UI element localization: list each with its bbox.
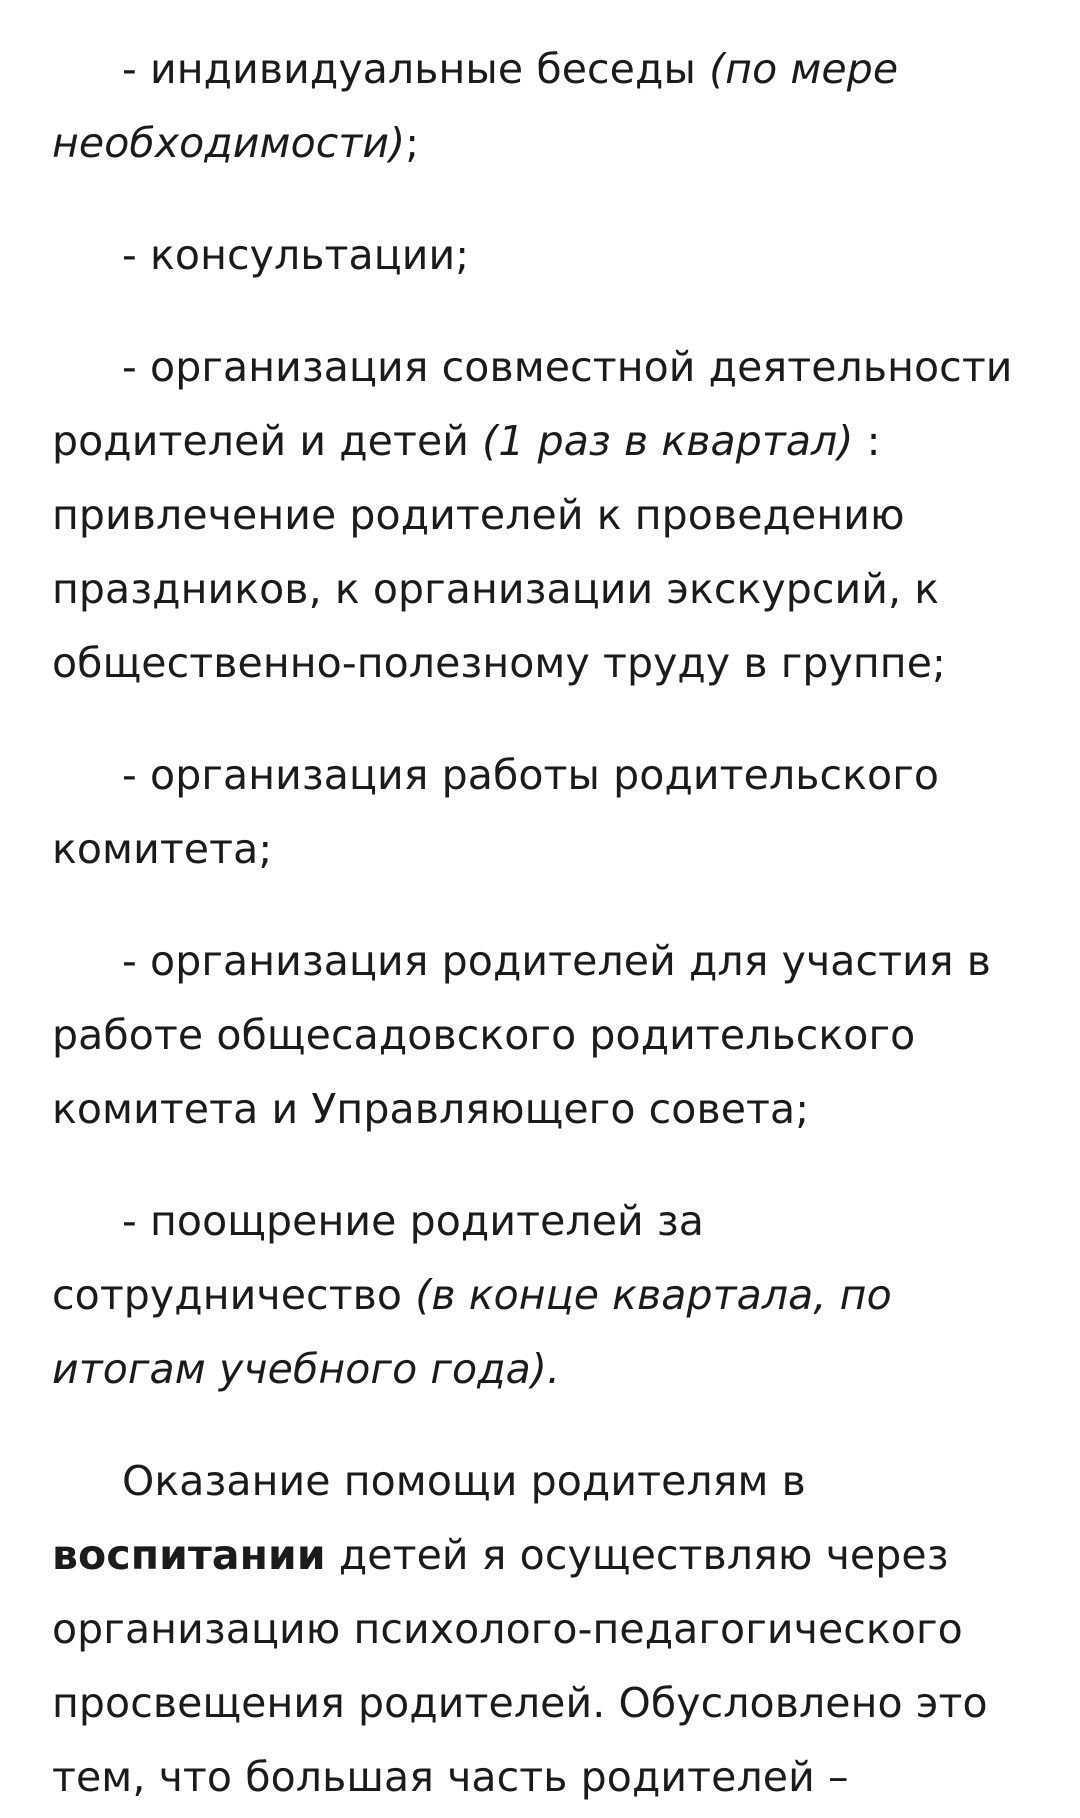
- paragraph-text: - организация работы родительского комитета;: [52, 751, 940, 873]
- paragraph-tail: : привлечение родителей к проведению праздников, к организации экскурсий, к общественно-полезному труду в группе;: [52, 417, 946, 687]
- paragraph-text: - организация родителей для участия в работе общесадовского родительского комитета и Управляющего совета;: [52, 937, 992, 1133]
- paragraph-governing-council: [52, 924, 1028, 1146]
- paragraph-joint-activity: [52, 330, 1028, 700]
- paragraph-individual-talks: [52, 32, 1028, 180]
- paragraph-text: - организация совместной деятельности родителей и детей: [52, 343, 1013, 465]
- paragraph-tail: детей я осуществляю через организацию психолого-педагогического просвещения родителей. Обусловлено это тем, что большая часть родителей –: [52, 1531, 988, 1801]
- paragraph-encouragement: [52, 1184, 1028, 1406]
- paragraph-parent-committee: [52, 738, 1028, 886]
- paragraph-consultations: [52, 218, 1028, 292]
- paragraph-text: - консультации;: [122, 231, 470, 279]
- paragraph-italic-note: (по мере необходимости): [52, 45, 899, 167]
- paragraph-tail: ;: [405, 119, 420, 167]
- paragraph-italic-note: (1 раз в квартал): [482, 417, 854, 465]
- paragraph-upbringing-help: [52, 1444, 1028, 1814]
- paragraph-text: - поощрение родителей за сотрудничество: [52, 1197, 705, 1319]
- paragraph-bold-term: воспитании: [52, 1531, 326, 1579]
- paragraph-text: - индивидуальные беседы: [122, 45, 710, 93]
- paragraph-text: Оказание помощи родителям в: [122, 1457, 806, 1505]
- paragraph-italic-note: (в конце квартала, по итогам учебного года).: [52, 1271, 892, 1393]
